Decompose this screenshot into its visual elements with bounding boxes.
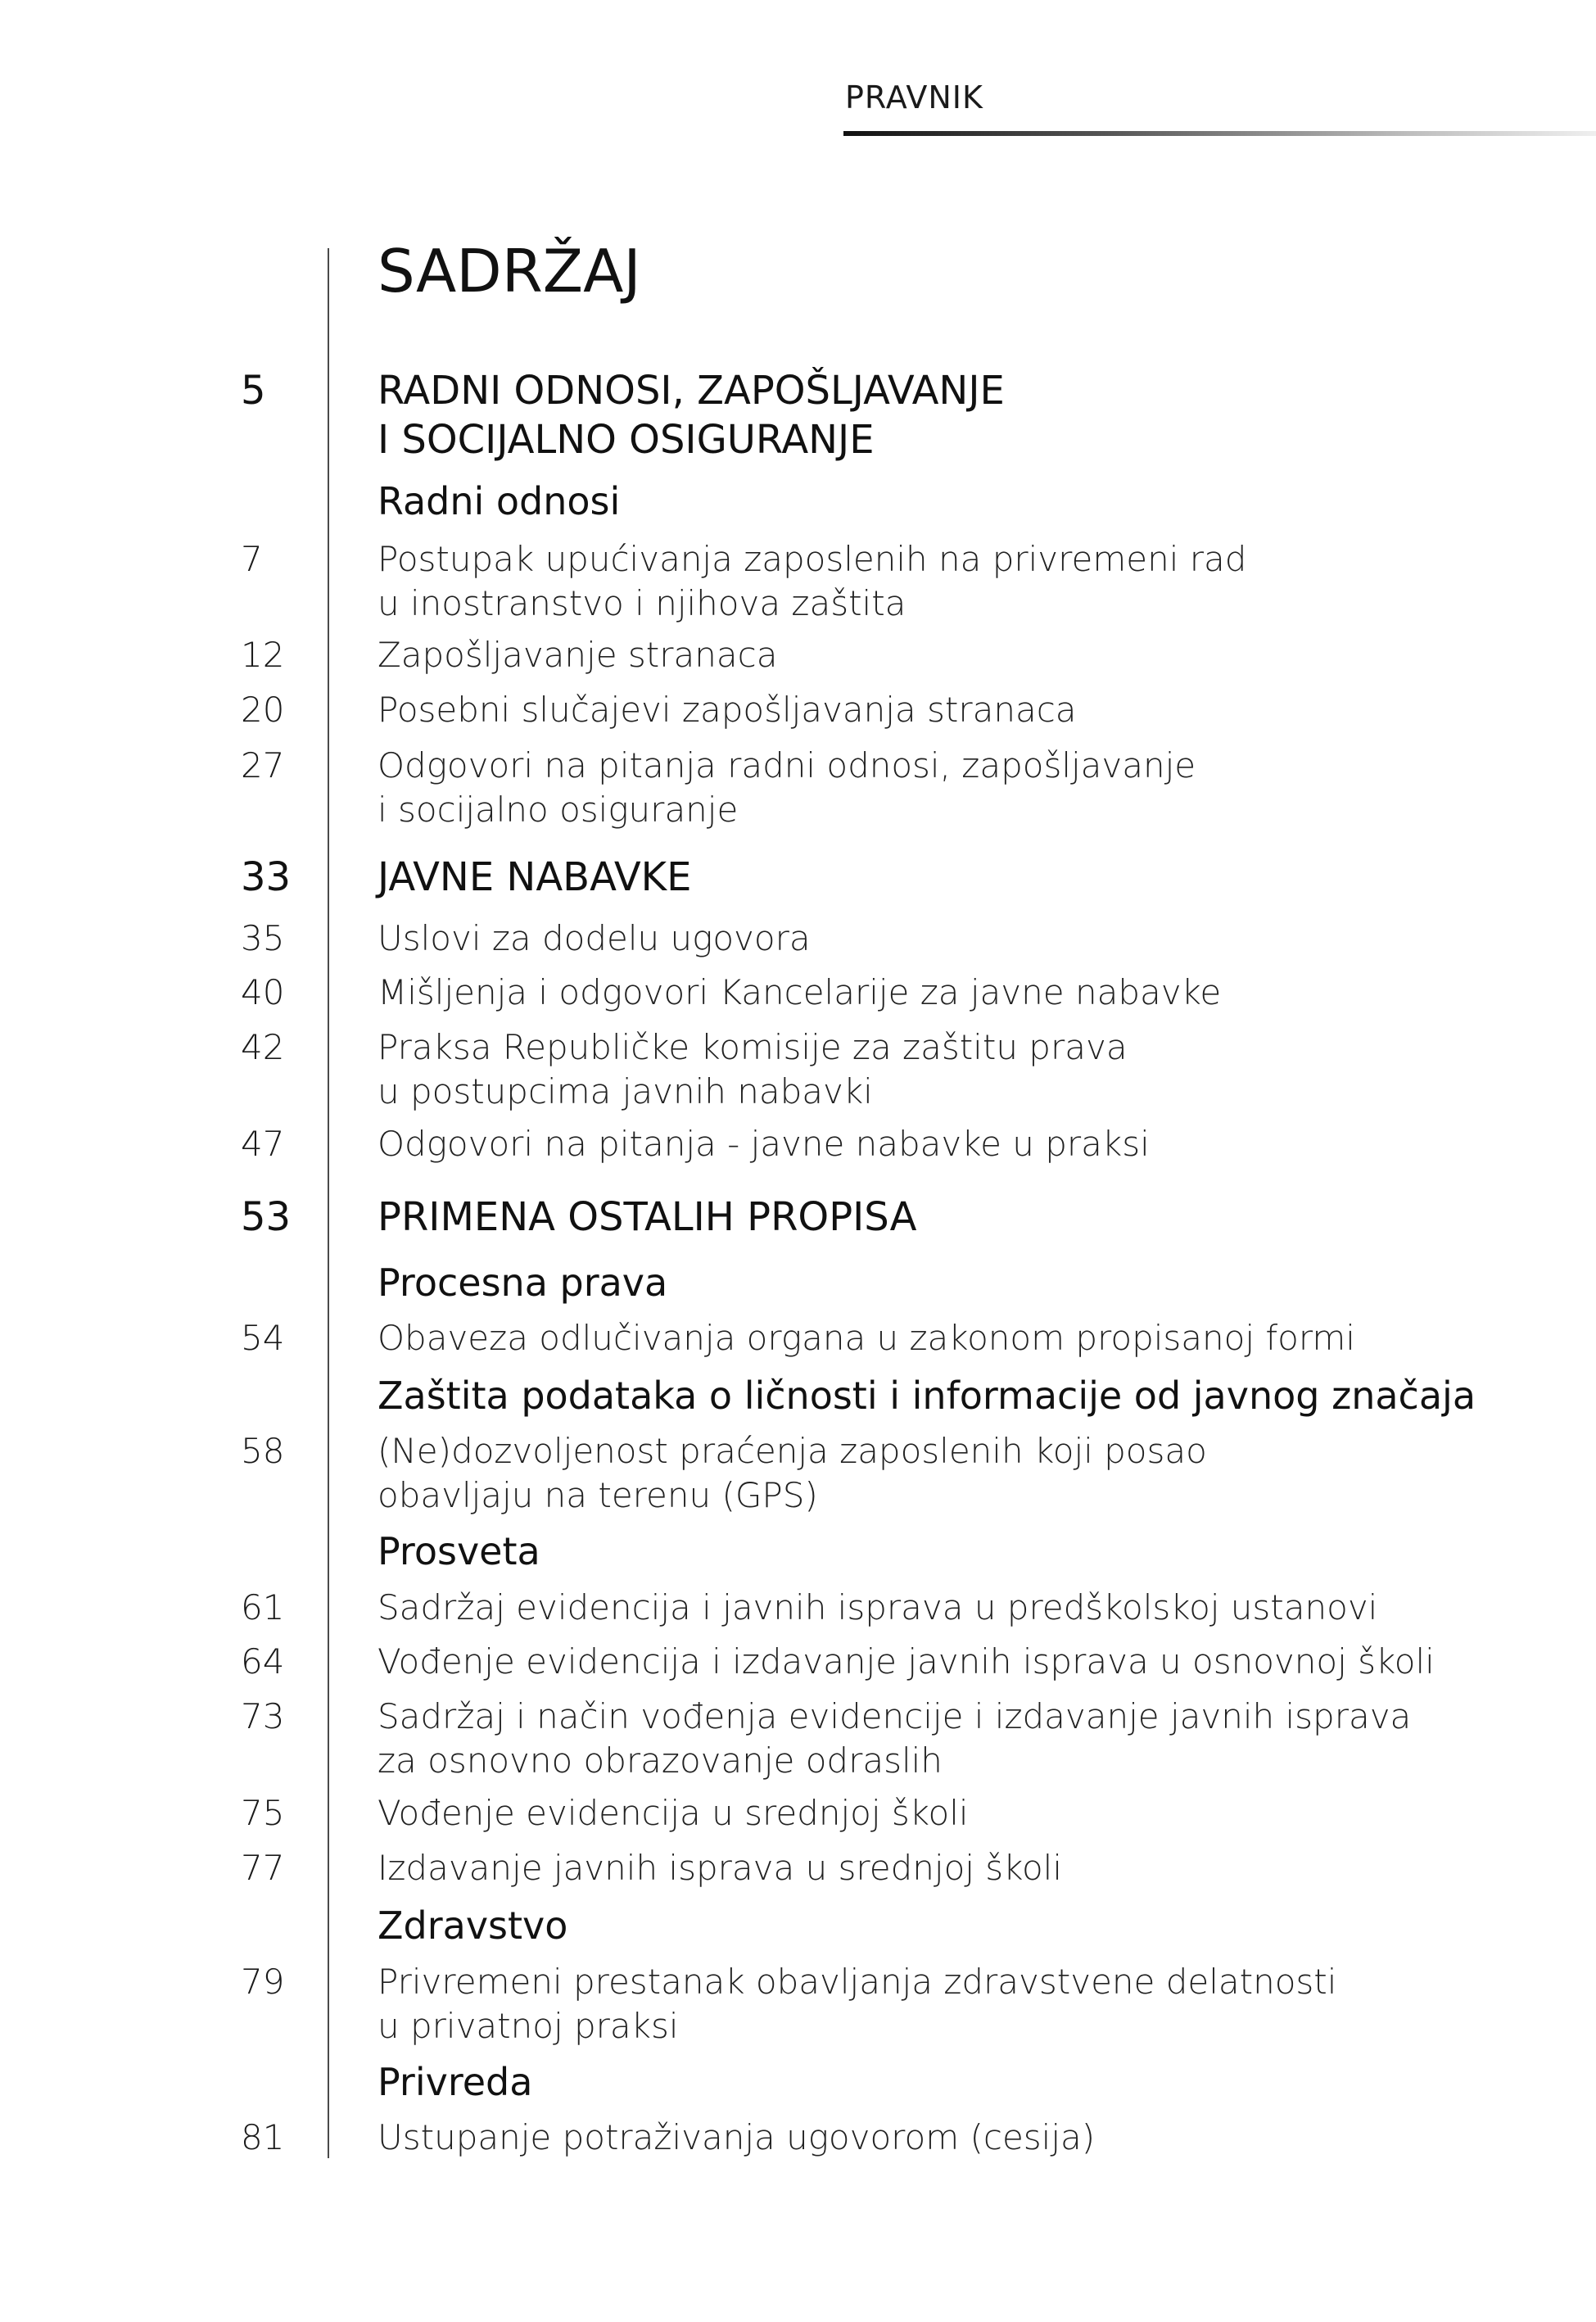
page-title: SADRŽAJ	[378, 237, 641, 306]
entry-title: Vođenje evidencija u srednjoj školi	[378, 1793, 969, 1833]
page-number: 20	[241, 690, 285, 730]
subheading-title: Zdravstvo	[378, 1903, 568, 1948]
journal-name: PRAVNIK	[845, 79, 983, 115]
page-number: 35	[241, 918, 285, 958]
section-title: JAVNE NABAVKE	[378, 854, 692, 900]
subheading-title: Radni odnosi	[378, 479, 621, 523]
page-number: 75	[241, 1793, 285, 1833]
entry-title: Postupak upućivanja zaposlenih na privremeni rad u inostranstvo i njihova zaštita	[378, 539, 1247, 623]
page-number: 47	[241, 1124, 285, 1164]
entry-title: Privremeni prestanak obavljanja zdravstvene delatnosti u privatnoj praksi	[378, 1962, 1337, 2046]
entry-title: Odgovori na pitanja - javne nabavke u praksi	[378, 1124, 1150, 1164]
page-number: 77	[241, 1848, 285, 1888]
entry-title: Izdavanje javnih isprava u srednjoj školi	[378, 1848, 1063, 1888]
entry-title: Ustupanje potraživanja ugovorom (cesija)	[378, 2117, 1096, 2157]
entry-title: Sadržaj evidencija i javnih isprava u predškolskoj ustanovi	[378, 1587, 1378, 1627]
subheading-title: Privreda	[378, 2060, 533, 2104]
entry-title: Praksa Republičke komisije za zaštitu prava u postupcima javnih nabavki	[378, 1027, 1128, 1111]
running-header	[843, 79, 1596, 136]
entry-title: Uslovi za dodelu ugovora	[378, 918, 811, 958]
entry-title: (Ne)dozvoljenost praćenja zaposlenih koji posao obavljaju na terenu (GPS)	[378, 1431, 1207, 1515]
section-title: RADNI ODNOSI, ZAPOŠLJAVANJE I SOCIJALNO OSIGURANJE	[378, 368, 1005, 463]
page-number: 42	[241, 1027, 285, 1067]
entry-title: Sadržaj i način vođenja evidencije i izdavanje javnih isprava za osnovno obrazovanje odraslih	[378, 1696, 1412, 1781]
page-number: 54	[241, 1318, 285, 1358]
page-number: 58	[241, 1431, 285, 1471]
page-number: 73	[241, 1696, 285, 1736]
page-number: 27	[241, 745, 285, 785]
page-number: 81	[241, 2117, 285, 2157]
page-number: 5	[241, 368, 266, 414]
page-number: 64	[241, 1641, 285, 1682]
subheading-title: Procesna prava	[378, 1261, 668, 1305]
header-rule	[843, 131, 1596, 136]
entry-title: Odgovori na pitanja radni odnosi, zapošljavanje i socijalno osiguranje	[378, 745, 1196, 830]
page-number: 79	[241, 1962, 285, 2002]
entry-title: Zapošljavanje stranaca	[378, 635, 778, 675]
subheading-title: Prosveta	[378, 1529, 540, 1573]
entry-title: Posebni slučajevi zapošljavanja stranaca	[378, 690, 1077, 730]
page-number: 33	[241, 854, 292, 900]
page-number: 40	[241, 972, 285, 1012]
page-number: 7	[241, 539, 263, 579]
section-title: PRIMENA OSTALIH PROPISA	[378, 1194, 917, 1240]
page-number: 53	[241, 1194, 292, 1240]
entry-title: Vođenje evidencija i izdavanje javnih isprava u osnovnoj školi	[378, 1641, 1435, 1682]
subheading-title: Zaštita podataka o ličnosti i informacije od javnog značaja	[378, 1374, 1476, 1418]
entry-title: Mišljenja i odgovori Kancelarije za javne nabavke	[378, 972, 1222, 1012]
column-divider	[328, 248, 329, 2158]
page-number: 61	[241, 1587, 285, 1627]
entry-title: Obaveza odlučivanja organa u zakonom propisanoj formi	[378, 1318, 1355, 1358]
page-number: 12	[241, 635, 285, 675]
